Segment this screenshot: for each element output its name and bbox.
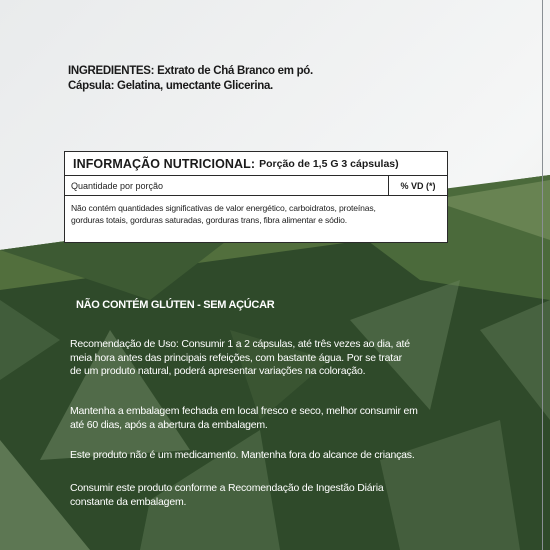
intake-line: Consumir este produto conforme a Recomendação de Ingestão Diária bbox=[70, 482, 384, 494]
portion-size: Porção de 1,5 G 3 cápsulas) bbox=[259, 157, 399, 170]
capsule-line: Cápsula: Gelatina, umectante Glicerina. bbox=[68, 80, 273, 92]
medication-warning bbox=[70, 449, 415, 463]
daily-intake-note bbox=[70, 482, 383, 509]
storage-line: até 60 dias, após a abertura da embalagem. bbox=[70, 418, 268, 431]
right-border-line bbox=[542, 0, 543, 550]
vd-label: % VD (*) bbox=[388, 176, 447, 195]
warning-line: Este produto não é um medicamento. Mantenha fora do alcance de crianças. bbox=[70, 449, 415, 461]
usage-recommendation bbox=[70, 338, 410, 379]
storage-line: Mantenha a embalagem fechada em local fresco e seco, melhor consumir em bbox=[70, 405, 418, 417]
nutrition-note bbox=[65, 196, 447, 226]
nutrition-table-columns bbox=[65, 176, 447, 196]
storage-instructions bbox=[70, 405, 418, 432]
nutrition-note-line: gorduras totais, gorduras saturadas, gorduras trans, fibra alimentar e sódio. bbox=[71, 215, 348, 225]
claims-heading: NÃO CONTÉM GLÚTEN - SEM AÇÚCAR bbox=[76, 299, 275, 311]
usage-line: meia hora antes das principais refeições, com bastante água. Por se tratar bbox=[70, 351, 402, 364]
nutrition-note-line: Não contém quantidades significativas de valor energético, carboidratos, proteínas, bbox=[71, 203, 376, 213]
ingredients-line: INGREDIENTES: Extrato de Chá Branco em pó. bbox=[68, 65, 313, 77]
nutrition-table bbox=[64, 151, 448, 243]
ingredients-block bbox=[68, 64, 313, 94]
nutrition-title: INFORMAÇÃO NUTRICIONAL: bbox=[73, 156, 256, 171]
intake-line: constante da embalagem. bbox=[70, 495, 187, 508]
usage-line: Recomendação de Uso: Consumir 1 a 2 cápsulas, até três vezes ao dia, até bbox=[70, 338, 410, 350]
nutrition-table-header bbox=[65, 152, 447, 176]
usage-line: de um produto natural, poderá apresentar variações na coloração. bbox=[70, 365, 366, 377]
quantity-label: Quantidade por porção bbox=[71, 180, 164, 191]
